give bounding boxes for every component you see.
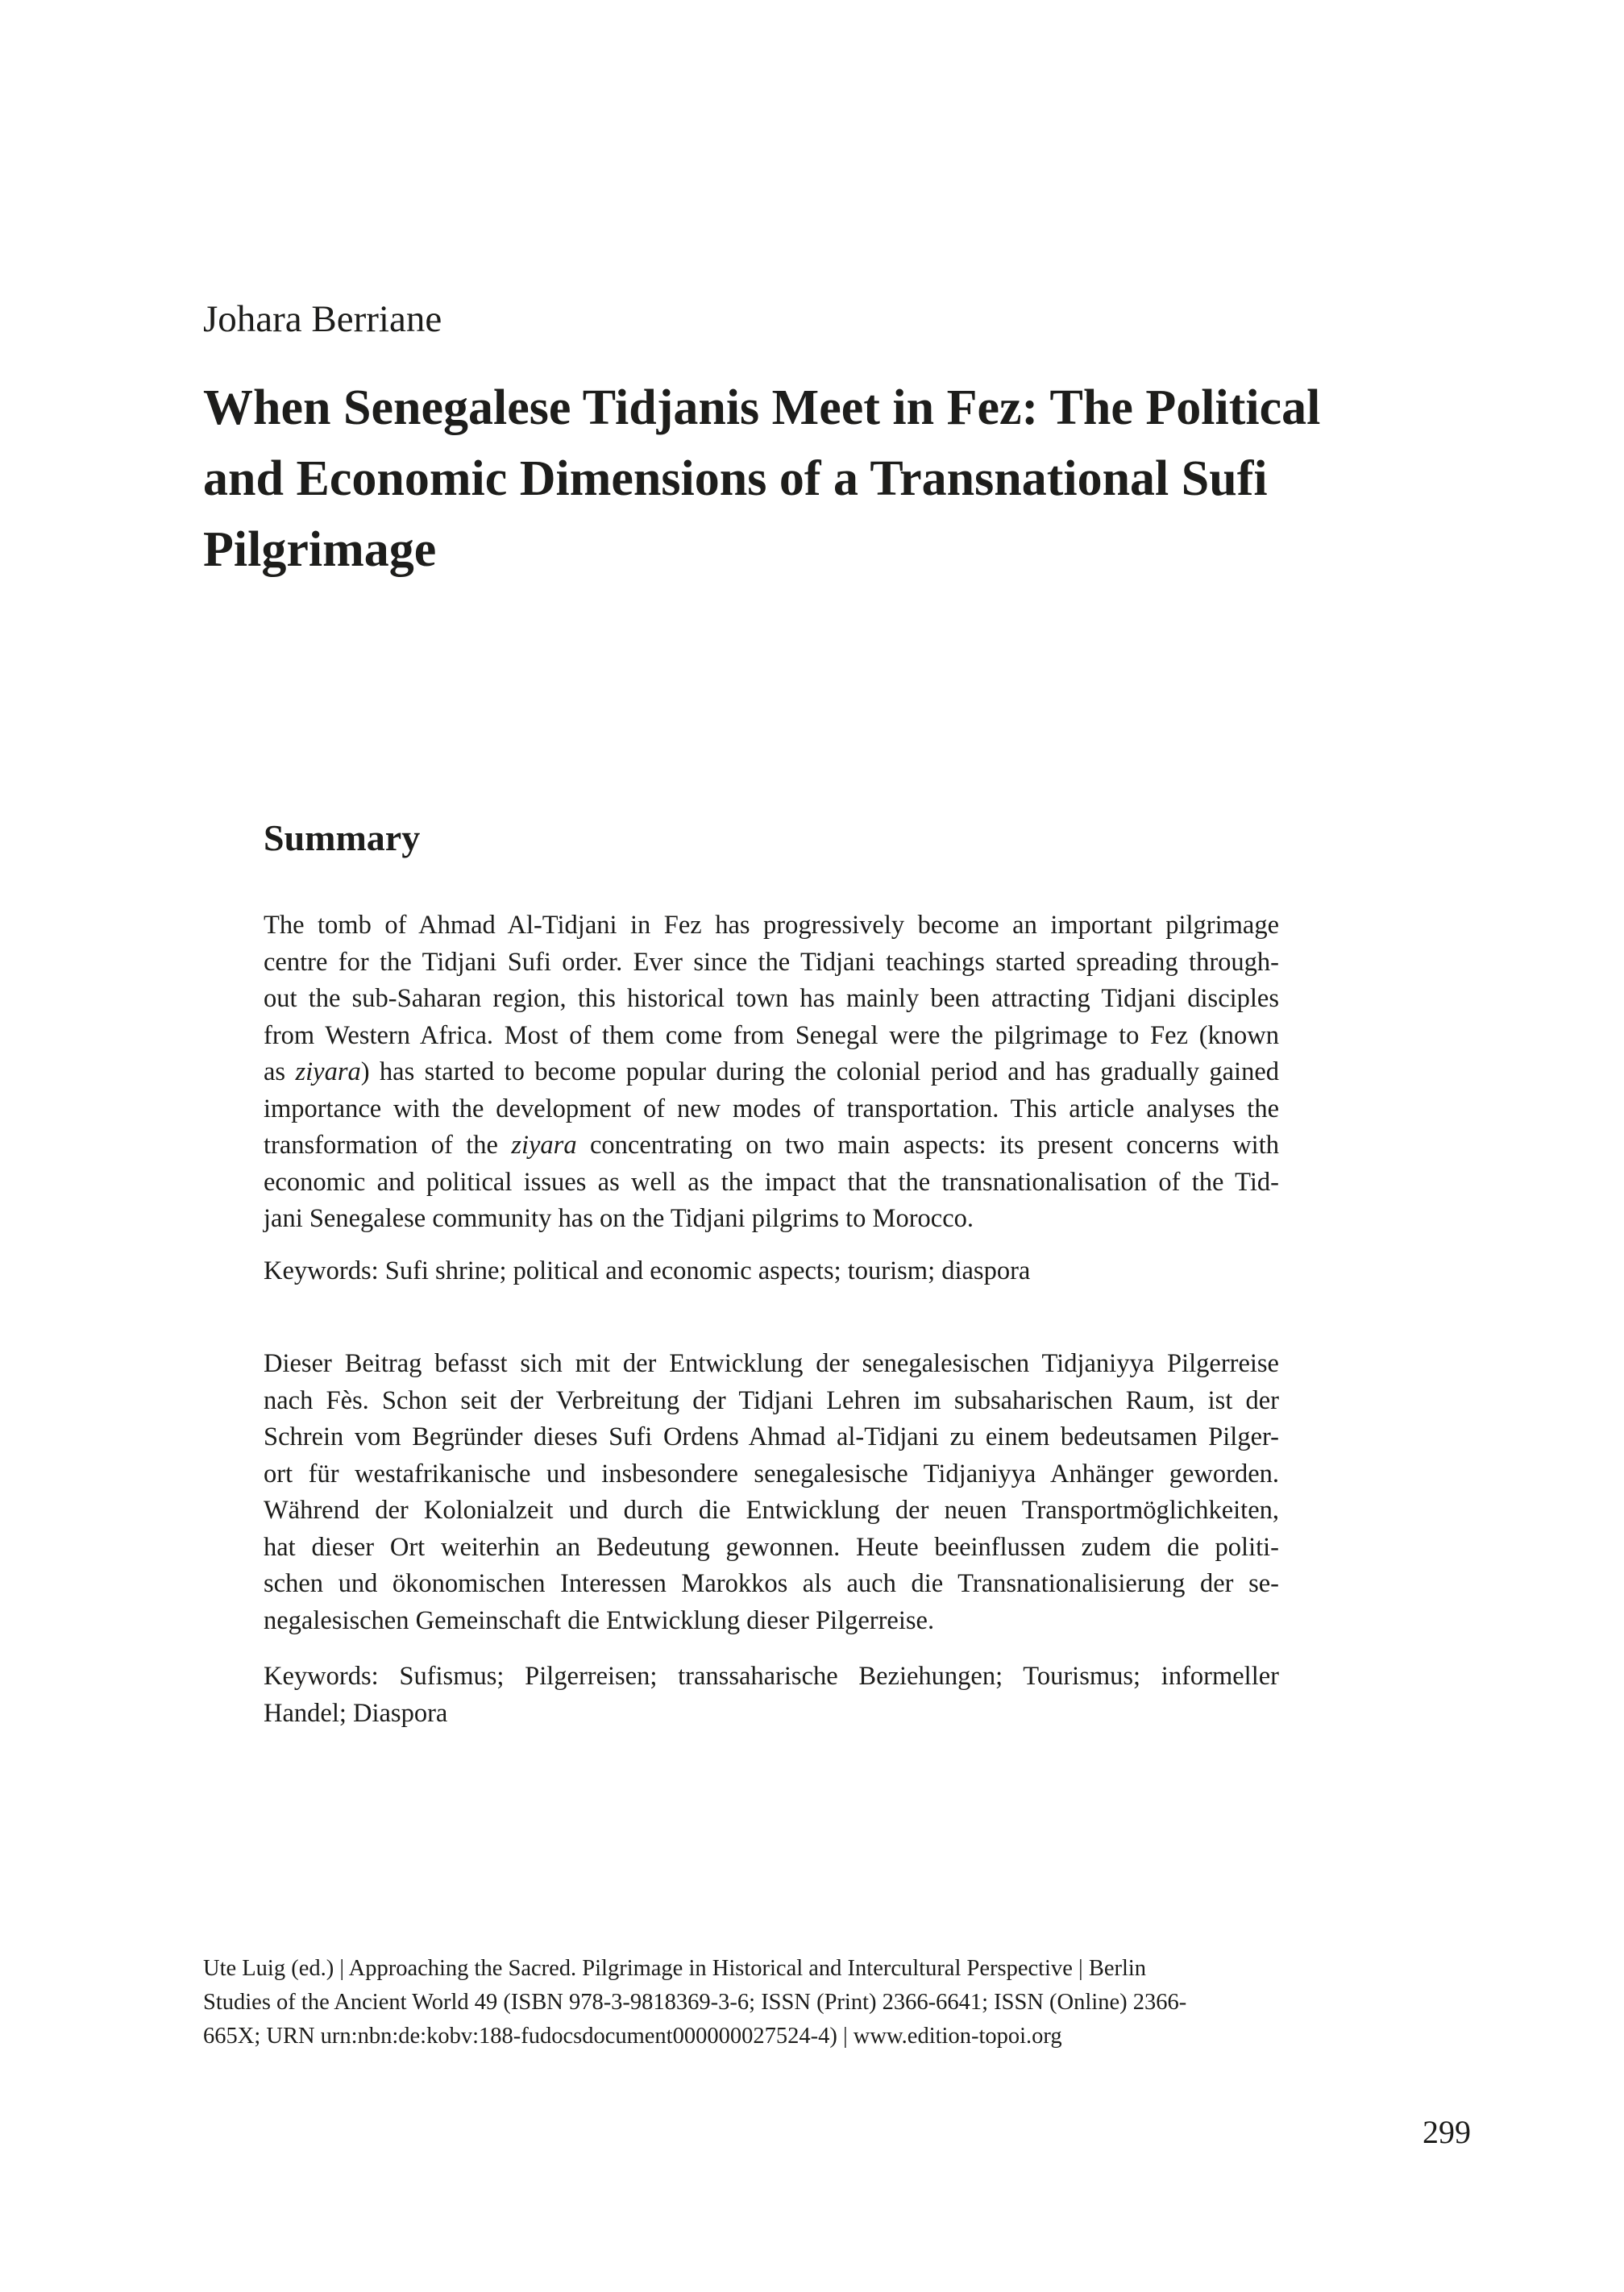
abstract-line — [264, 1054, 1279, 1091]
abstract-line: nach Fès. Schon seit der Verbreitung der Tidjani Lehren im subsaharischen Raum, ist der — [264, 1385, 1279, 1415]
text-run: concentrating on two main aspects: its present concerns with — [576, 1131, 1279, 1160]
title-line: Pilgrimage — [203, 522, 437, 577]
abstract-line: importance with the development of new modes of transportation. This article analyses the — [264, 1094, 1279, 1123]
text-run: as — [264, 1057, 296, 1086]
text-run: ) has started to become popular during the colonial period and has gradually gained — [360, 1057, 1279, 1086]
keywords-line: Keywords: Sufismus; Pilgerreisen; transsaharische Beziehungen; Tourismus; informeller — [264, 1662, 1279, 1691]
author-name: Johara Berriane — [203, 298, 442, 340]
abstract-line: centre for the Tidjani Sufi order. Ever since the Tidjani teachings started spreading through- — [264, 947, 1279, 977]
keywords-line: Handel; Diaspora — [264, 1698, 448, 1728]
citation-line: Ute Luig (ed.) | Approaching the Sacred. Pilgrimage in Historical and Intercultural Perspective | Berlin — [203, 1956, 1147, 1981]
article-title — [203, 372, 1412, 585]
citation-line: 665X; URN urn:nbn:de:kobv:188-fudocsdocument000000027524-4) | www.edition-topoi.org — [203, 2024, 1062, 2049]
abstract-line: economic and political issues as well as the impact that the transnationalisation of the Tid- — [264, 1167, 1279, 1197]
abstract-line: schen und ökonomischen Interessen Marokkos als auch die Transnationalisierung der se- — [264, 1569, 1279, 1598]
english-abstract — [264, 907, 1279, 1238]
abstract-line: hat dieser Ort weiterhin an Bedeutung gewonnen. Heute beeinflussen zudem die politi- — [264, 1532, 1279, 1562]
abstract-line: from Western Africa. Most of them come from Senegal were the pilgrimage to Fez (known — [264, 1020, 1279, 1050]
abstract-line: jani Senegalese community has on the Tidjani pilgrims to Morocco. — [264, 1204, 974, 1233]
abstract-line: The tomb of Ahmad Al-Tidjani in Fez has progressively become an important pilgrimage — [264, 911, 1279, 940]
english-keywords — [264, 1253, 1279, 1290]
title-line: When Senegalese Tidjanis Meet in Fez: The Political — [203, 380, 1321, 435]
abstract-line: Schrein vom Begründer dieses Sufi Ordens Ahmad al-Tidjani zu einem bedeutsamen Pilger- — [264, 1422, 1279, 1451]
citation-footer — [203, 1952, 1259, 2053]
citation-line: Studies of the Ancient World 49 (ISBN 978-3-9818369-3-6; ISSN (Print) 2366-6641; ISSN (Online) 2366- — [203, 1990, 1187, 2015]
page-number: 299 — [1423, 2114, 1471, 2150]
italic-term: ziyara — [295, 1057, 361, 1086]
abstract-line: negalesischen Gemeinschaft die Entwicklung dieser Pilgerreise. — [264, 1605, 935, 1635]
keywords-line: Keywords: Sufi shrine; political and economic aspects; tourism; diaspora — [264, 1256, 1031, 1285]
abstract-line — [264, 1127, 1279, 1165]
abstract-line: Während der Kolonialzeit und durch die Entwicklung der neuen Transportmöglichkeiten, — [264, 1496, 1279, 1525]
abstract-line: Dieser Beitrag befasst sich mit der Entwicklung der senegalesischen Tidjaniyya Pilgerreise — [264, 1349, 1279, 1378]
title-line: and Economic Dimensions of a Transnational Sufi — [203, 451, 1268, 506]
summary-heading: Summary — [264, 817, 421, 858]
abstract-line: out the sub-Saharan region, this historical town has mainly been attracting Tidjani disciples — [264, 984, 1279, 1013]
german-keywords — [264, 1659, 1279, 1732]
german-abstract — [264, 1346, 1279, 1639]
abstract-line: ort für westafrikanische und insbesondere senegalesische Tidjaniyya Anhänger geworden. — [264, 1459, 1279, 1489]
italic-term: ziyara — [511, 1131, 577, 1160]
text-run: transformation of the — [264, 1131, 512, 1160]
